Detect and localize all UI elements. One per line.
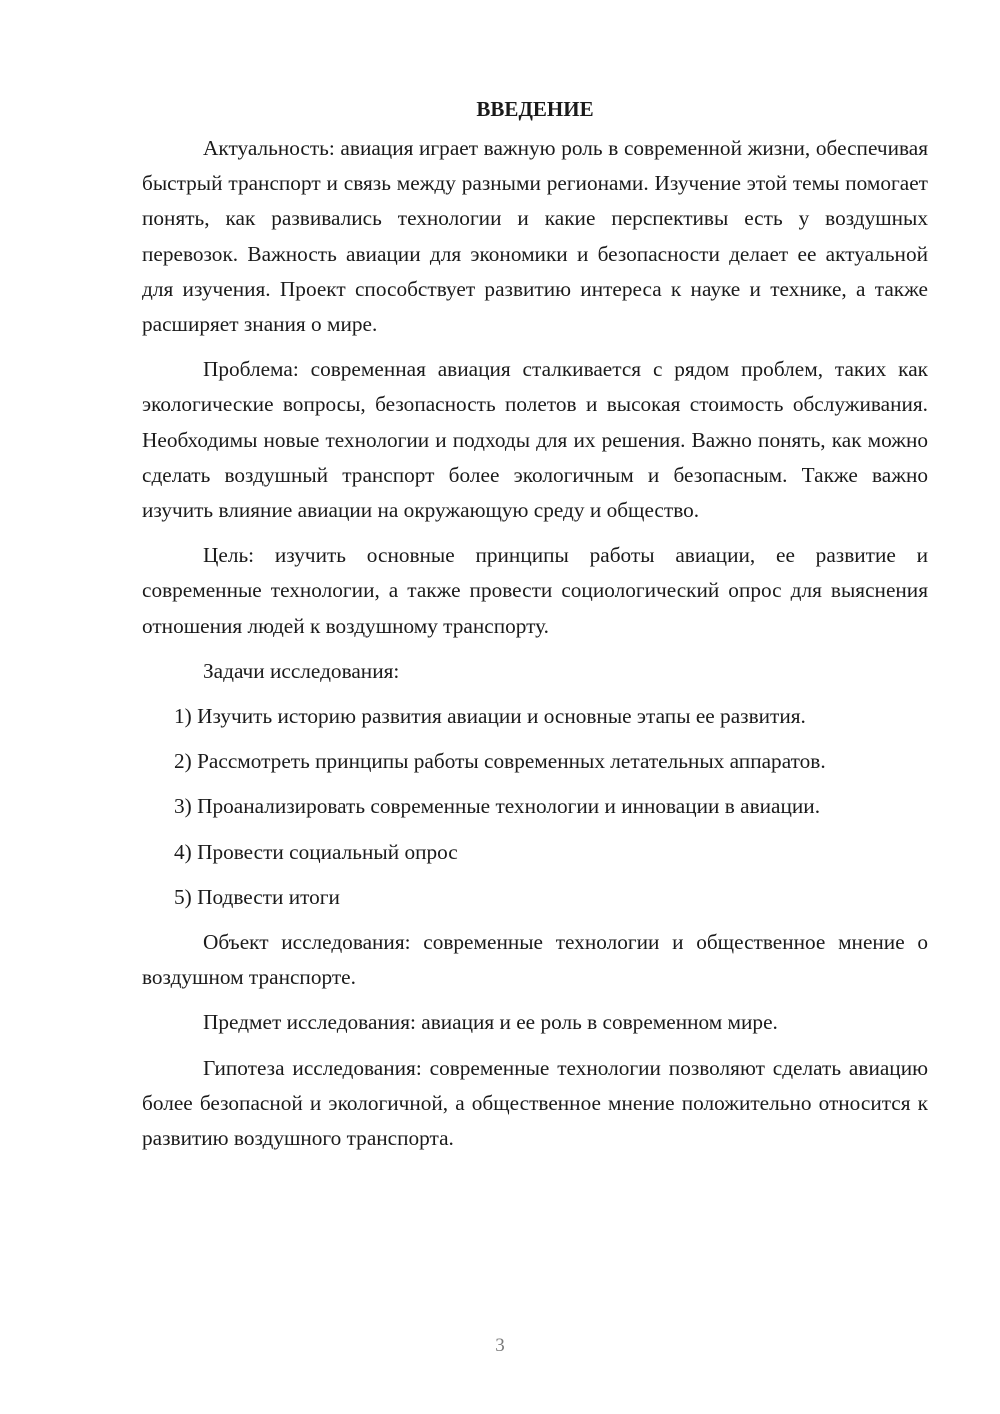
paragraph-object: Объект исследования: современные технологии и общественное мнение о воздушном транспорте. (142, 930, 928, 990)
document-page (142, 92, 928, 1166)
paragraph-hypothesis: Гипотеза исследования: современные технологии позволяют сделать авиацию более безопасной и экологичной, а общественное мнение положительно относится к развитию воздушного транспорта. (142, 1055, 928, 1151)
task-item-1: 1) Изучить историю развития авиации и основные этапы ее развития. (174, 704, 806, 729)
task-item-5: 5) Подвести итоги (174, 884, 340, 909)
tasks-heading: Задачи исследования: (203, 658, 400, 683)
task-item-2: 2) Рассмотреть принципы работы современных летательных аппаратов. (174, 749, 826, 774)
paragraph-subject: Предмет исследования: авиация и ее роль в современном мире. (203, 1010, 778, 1035)
paragraph-goal: Цель: изучить основные принципы работы авиации, ее развитие и современные технологии, а также провести социологический опрос для выяснения отношения людей к воздушному транспорту. (142, 543, 928, 638)
section-heading: ВВЕДЕНИЕ (476, 97, 594, 121)
page-number: 3 (495, 1335, 505, 1356)
paragraph-problem: Проблема: современная авиация сталкивается с рядом проблем, таких как экологические вопросы, безопасность полетов и высокая стоимость обслуживания. Необходимы новые технологии и подходы для их решения. Важно понять, как можно сделать воздушный транспорт более экологичным и безопасным. Также важно изучить влияние авиации на окружающую среду и общество. (142, 357, 928, 523)
task-item-4: 4) Провести социальный опрос (174, 839, 458, 864)
paragraph-relevance: Актуальность: авиация играет важную роль в современной жизни, обеспечивая быстрый транспорт и связь между разными регионами. Изучение этой темы помогает понять, как развивались технологии и какие перспективы есть у воздушных перевозок. Важность авиации для экономики и безопасности делает ее актуальной для изучения. Проект способствует развитию интереса к науке и технике, а также расширяет знания о мире. (142, 136, 928, 337)
task-item-3: 3) Проанализировать современные технологии и инновации в авиации. (174, 794, 821, 819)
